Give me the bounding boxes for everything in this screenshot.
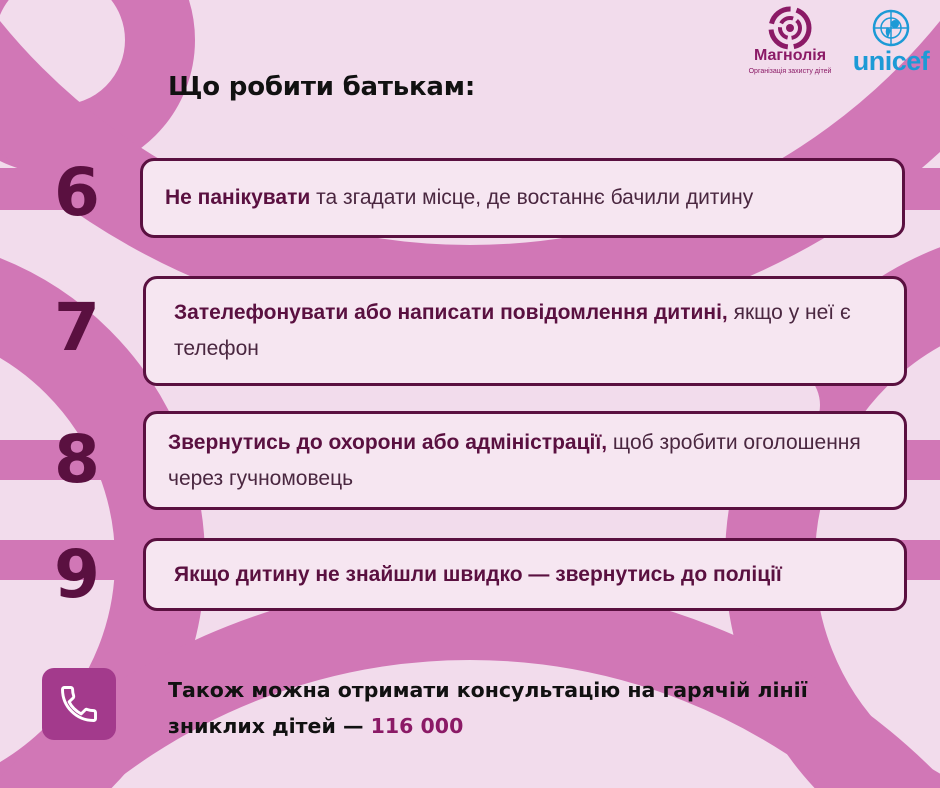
step-text [168, 557, 782, 593]
step-text-regular: якщо у неї є телефон [174, 301, 851, 360]
unicef-logo-name: unicef [852, 46, 930, 76]
hotline-text [168, 672, 868, 744]
magnolia-logo-name: Магнолія [753, 47, 827, 64]
page-title: Що робити батькам: [168, 72, 476, 102]
step-text-bold: Зателефонувати або написати повідомлення дитині, [174, 301, 728, 324]
step-text-bold: Якщо дитину не знайшли швидко — звернутись до поліції [174, 562, 782, 586]
step-number: 8 [54, 421, 100, 498]
step-number: 6 [54, 154, 100, 231]
hotline-number: 116 000 [370, 714, 464, 738]
magnolia-logo [744, 6, 836, 82]
step-card [143, 276, 907, 386]
step-text-bold: Звернутись до охорони або адміністрації, [168, 430, 608, 454]
unicef-globe-icon [850, 8, 932, 48]
phone-button [42, 668, 116, 740]
step-text-regular: щоб зробити оголошення через гучномовець [168, 430, 861, 490]
hotline-label: Також можна отримати консультацію на гарячій лінії зниклих дітей — [168, 678, 808, 738]
step-card [143, 538, 907, 611]
phone-icon [57, 682, 101, 726]
step-text-bold: Не панікувати [165, 186, 311, 209]
step-number: 9 [54, 536, 100, 613]
step-text [168, 425, 884, 497]
step-text [168, 295, 884, 367]
step-text-regular: та згадати місце, де востаннє бачили дитину [310, 186, 754, 209]
magnolia-logo-icon [744, 6, 836, 50]
step-text [165, 180, 753, 216]
unicef-logo [850, 8, 932, 78]
magnolia-logo-subtitle: Організація захисту дітей [748, 68, 832, 75]
step-card [143, 411, 907, 510]
step-number: 7 [54, 289, 100, 366]
step-card [140, 158, 905, 238]
